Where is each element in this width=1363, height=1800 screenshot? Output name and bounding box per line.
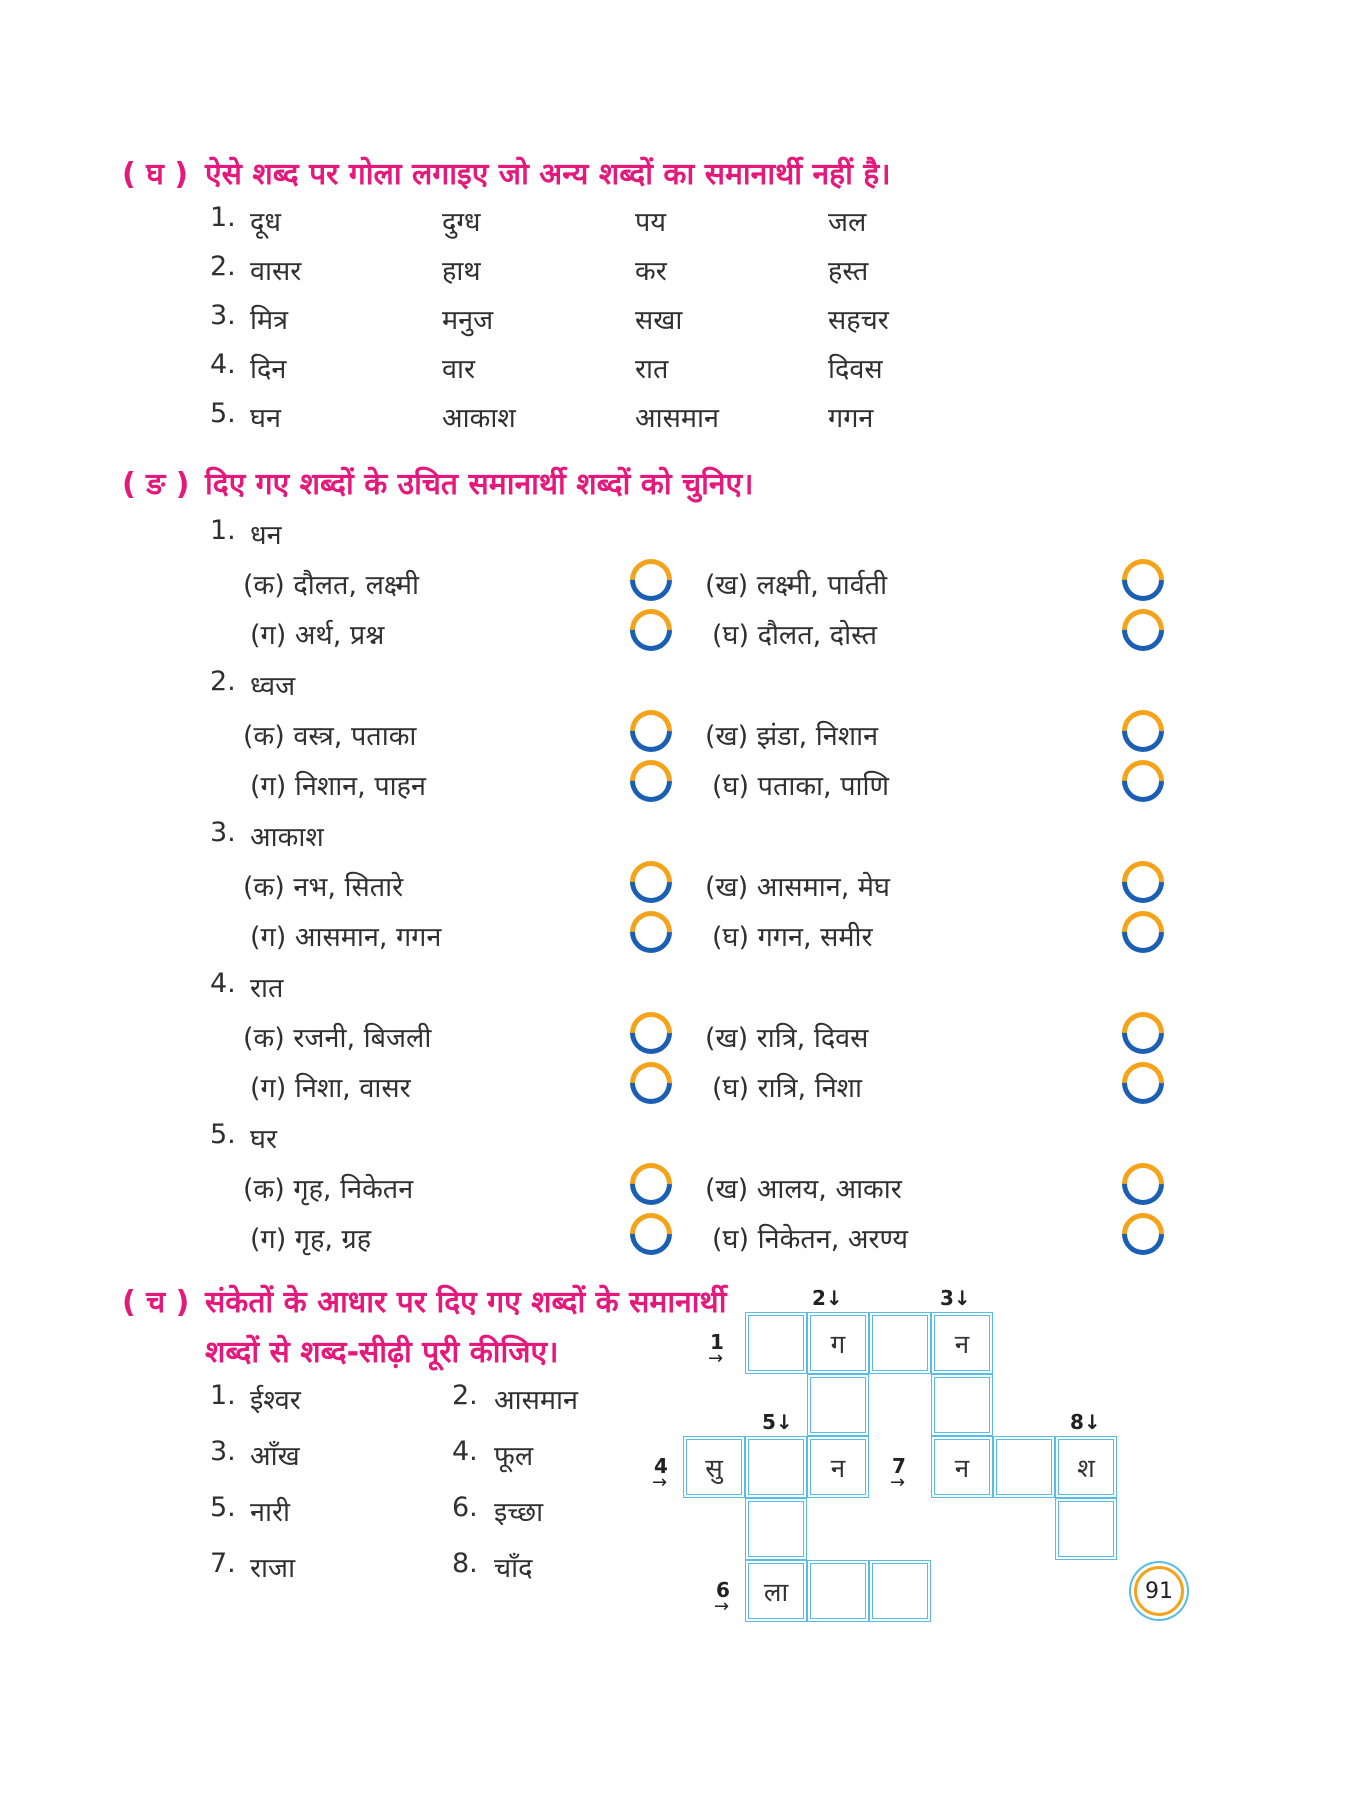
section-cha-title-line1: संकेतों के आधार पर दिए गए शब्दों के समानार्थी <box>205 1285 727 1320</box>
answer-circle[interactable] <box>1113 852 1172 911</box>
clue-word: फूल <box>494 1441 534 1472</box>
answer-circle[interactable] <box>1113 1003 1172 1062</box>
word-option[interactable]: वार <box>442 354 476 385</box>
word-option[interactable]: दिवस <box>828 354 883 385</box>
question-word: घर <box>250 1124 277 1155</box>
question-number: 3. <box>210 817 236 848</box>
answer-circle[interactable] <box>621 902 680 961</box>
question-word: आकाश <box>250 822 324 853</box>
answer-circle[interactable] <box>1113 1154 1172 1213</box>
word-option[interactable]: जल <box>828 207 867 238</box>
grid-letter: सु <box>705 1454 723 1484</box>
answer-circle[interactable] <box>621 1003 680 1062</box>
clue-word: आसमान <box>494 1385 578 1416</box>
grid-cell[interactable] <box>1055 1436 1117 1498</box>
grid-clue-6: 6 <box>716 1578 730 1602</box>
answer-option: (ख) आसमान, मेघ <box>705 872 890 903</box>
clue-number: 8. <box>452 1548 478 1579</box>
right-arrow-icon: → <box>890 1472 906 1493</box>
answer-option: (घ) निकेतन, अरण्य <box>712 1224 909 1255</box>
word-option[interactable]: मनुज <box>442 305 494 336</box>
clue-number: 3. <box>210 1436 236 1467</box>
answer-option: (ग) निशान, पाहन <box>250 771 426 802</box>
answer-circle[interactable] <box>1113 751 1172 810</box>
grid-clue-1: 1 <box>710 1330 724 1354</box>
clue-number: 2. <box>452 1380 478 1411</box>
grid-cell[interactable] <box>745 1436 807 1498</box>
question-number: 4. <box>210 968 236 999</box>
row-number: 4. <box>210 349 236 380</box>
right-arrow-icon: → <box>652 1472 668 1493</box>
row-number: 2. <box>210 251 236 282</box>
grid-cell[interactable] <box>807 1312 869 1374</box>
grid-letter: न <box>954 1454 970 1484</box>
row-number: 1. <box>210 202 236 233</box>
grid-clue-5: 5↓ <box>762 1410 793 1434</box>
grid-letter: श <box>1077 1454 1095 1484</box>
question-number: 5. <box>210 1119 236 1150</box>
answer-circle[interactable] <box>621 600 680 659</box>
answer-option: (ख) लक्ष्मी, पार्वती <box>705 570 888 601</box>
word-option[interactable]: कर <box>635 256 667 287</box>
clue-number: 5. <box>210 1492 236 1523</box>
answer-circle[interactable] <box>621 1154 680 1213</box>
answer-option: (घ) दौलत, दोस्त <box>712 620 878 651</box>
clue-word: ईश्वर <box>250 1385 301 1416</box>
grid-cell[interactable] <box>745 1498 807 1560</box>
word-option[interactable]: आकाश <box>442 403 516 434</box>
word-option[interactable]: आसमान <box>635 403 719 434</box>
grid-clue-4: 4 <box>654 1454 668 1478</box>
question-word: ध्वज <box>250 671 296 702</box>
row-number: 5. <box>210 398 236 429</box>
clue-word: राजा <box>250 1553 296 1584</box>
grid-cell[interactable] <box>931 1374 993 1436</box>
word-option[interactable]: मित्र <box>250 305 289 336</box>
grid-cell[interactable] <box>869 1312 931 1374</box>
answer-circle[interactable] <box>1113 600 1172 659</box>
word-option[interactable]: पय <box>635 207 666 238</box>
answer-circle[interactable] <box>621 701 680 760</box>
answer-option: (ग) गृह, ग्रह <box>250 1224 372 1255</box>
grid-cell[interactable] <box>993 1436 1055 1498</box>
word-option[interactable]: सखा <box>635 305 683 336</box>
word-option[interactable]: वासर <box>250 256 302 287</box>
clue-number: 1. <box>210 1380 236 1411</box>
word-option[interactable]: घन <box>250 403 281 434</box>
answer-option: (क) रजनी, बिजली <box>243 1023 432 1054</box>
grid-letter: ग <box>830 1330 846 1360</box>
answer-option: (ग) अर्थ, प्रश्न <box>250 620 385 651</box>
right-arrow-icon: → <box>714 1596 730 1617</box>
section-cha-title-line2: शब्दों से शब्द-सीढ़ी पूरी कीजिए। <box>205 1335 559 1370</box>
word-option[interactable]: दिन <box>250 354 287 385</box>
right-arrow-icon: → <box>708 1348 724 1369</box>
clue-word: चाँद <box>494 1553 533 1584</box>
answer-circle[interactable] <box>621 852 680 911</box>
answer-option: (घ) गगन, समीर <box>712 922 873 953</box>
answer-option: (ग) आसमान, गगन <box>250 922 442 953</box>
answer-circle[interactable] <box>621 1204 680 1263</box>
section-nga-title: दिए गए शब्दों के उचित समानार्थी शब्दों को चुनिए। <box>205 467 754 502</box>
answer-circle[interactable] <box>1113 902 1172 961</box>
row-number: 3. <box>210 300 236 331</box>
grid-cell[interactable] <box>683 1436 745 1498</box>
question-number: 1. <box>210 515 236 546</box>
grid-cell[interactable] <box>931 1436 993 1498</box>
clue-number: 4. <box>452 1436 478 1467</box>
grid-letter: ला <box>763 1578 789 1608</box>
answer-option: (घ) पताका, पाणि <box>712 771 890 802</box>
page-number: 91 <box>1134 1566 1184 1616</box>
answer-circle[interactable] <box>621 1053 680 1112</box>
question-number: 2. <box>210 666 236 697</box>
answer-option: (ग) निशा, वासर <box>250 1073 411 1104</box>
grid-cell[interactable] <box>745 1560 807 1622</box>
section-cha-label: ( च ) <box>122 1285 190 1320</box>
answer-option: (घ) रात्रि, निशा <box>712 1073 863 1104</box>
grid-clue-2: 2↓ <box>812 1286 843 1310</box>
section-gha-title: ऐसे शब्द पर गोला लगाइए जो अन्य शब्दों का समानार्थी नहीं है। <box>205 157 891 192</box>
section-nga-label: ( ङ ) <box>122 467 190 502</box>
grid-letter: न <box>830 1454 846 1484</box>
answer-circle[interactable] <box>1113 550 1172 609</box>
clue-word: नारी <box>250 1497 291 1528</box>
word-option[interactable]: हस्त <box>828 256 869 287</box>
clue-word: आँख <box>250 1441 300 1472</box>
answer-circle[interactable] <box>1113 1204 1172 1263</box>
grid-clue-8: 8↓ <box>1070 1410 1101 1434</box>
grid-cell[interactable] <box>807 1436 869 1498</box>
clue-number: 6. <box>452 1492 478 1523</box>
clue-number: 7. <box>210 1548 236 1579</box>
clue-word: इच्छा <box>494 1497 544 1528</box>
answer-circle[interactable] <box>1113 701 1172 760</box>
grid-clue-7: 7 <box>892 1454 906 1478</box>
answer-option: (क) नभ, सितारे <box>243 872 404 903</box>
answer-option: (ख) आलय, आकार <box>705 1174 902 1205</box>
answer-option: (क) गृह, निकेतन <box>243 1174 414 1205</box>
answer-circle[interactable] <box>621 550 680 609</box>
grid-cell[interactable] <box>745 1312 807 1374</box>
answer-option: (ख) झंडा, निशान <box>705 721 879 752</box>
question-word: रात <box>250 973 284 1004</box>
answer-option: (ख) रात्रि, दिवस <box>705 1023 869 1054</box>
grid-letter: न <box>954 1330 970 1360</box>
answer-option: (क) दौलत, लक्ष्मी <box>243 570 420 601</box>
word-option[interactable]: रात <box>635 354 669 385</box>
grid-clue-3: 3↓ <box>940 1286 971 1310</box>
answer-circle[interactable] <box>621 751 680 810</box>
answer-option: (क) वस्त्र, पताका <box>243 721 417 752</box>
word-option[interactable]: सहचर <box>828 305 889 336</box>
word-option[interactable]: दुग्ध <box>442 207 481 238</box>
word-option[interactable]: गगन <box>828 403 874 434</box>
question-word: धन <box>250 520 282 551</box>
section-gha-label: ( घ ) <box>122 157 189 192</box>
answer-circle[interactable] <box>1113 1053 1172 1112</box>
word-option[interactable]: दूध <box>250 207 281 238</box>
word-option[interactable]: हाथ <box>442 256 481 287</box>
grid-cell[interactable] <box>1055 1498 1117 1560</box>
grid-cell[interactable] <box>807 1374 869 1436</box>
grid-cell[interactable] <box>807 1560 869 1622</box>
grid-cell[interactable] <box>931 1312 993 1374</box>
grid-cell[interactable] <box>869 1560 931 1622</box>
